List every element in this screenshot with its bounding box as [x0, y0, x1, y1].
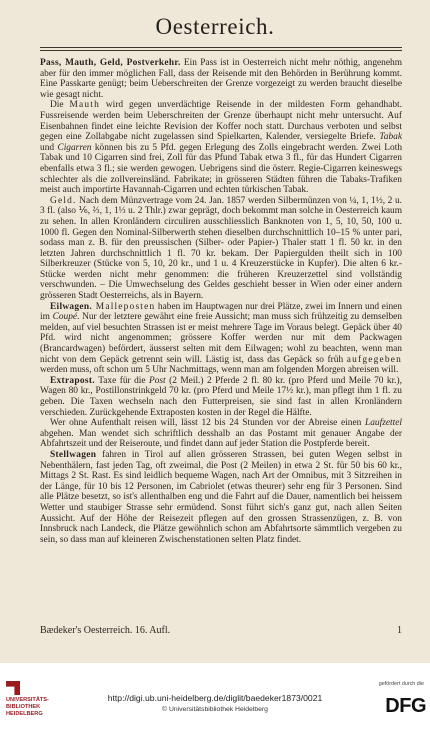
paragraph-pass: [40, 58, 402, 100]
text-laufzettel-2: abgehen. Man wendet sich schriftlich desshalb an das Postamt mit genauer Angabe der Abfahrtszeit und der Reiseroute, und findet dann auf jeder Station die Postpferde bereit.: [40, 428, 402, 450]
footer-signature: 1: [397, 625, 402, 636]
term-tabak: Tabak: [379, 132, 402, 143]
permalink-url[interactable]: http://digi.ub.uni-heidelberg.de/diglit/baedeker1873/0021: [107, 693, 323, 703]
term-geld: Geld.: [50, 195, 77, 206]
page-title: Oesterreich.: [155, 14, 275, 39]
title-rule-top: [40, 47, 402, 48]
dfg-logo: DFG: [385, 695, 426, 717]
text-extrapost-1: Taxe für die: [94, 375, 149, 386]
text-extrapost-2: (2 Meil.) 2 Pferde 2 fl. 80 kr. (pro Pferd und Meile 70 kr.), Wagen 80 kr., Postillonstrinkgeld 70 kr. (pro Pferd und Meile 17½ kr.), man pflegt ihm 1 fl. zu geben. Die Taxen wechseln nach den Futterpreisen, sie sind fast in allen Kronländern verschieden. Zurückgehende Extraposten kosten in der Regel die Hälfte.: [40, 375, 402, 418]
paragraph-stellwagen: [40, 450, 402, 545]
lead-stellwagen: Stellwagen: [50, 449, 97, 460]
term-coupe: Coupé: [52, 312, 78, 323]
copyright-notice: © Universitätsbibliothek Heidelberg: [162, 706, 268, 713]
paragraph-mauth: [40, 100, 402, 195]
library-logo-text: UNIVERSITÄTS-BIBLIOTHEK HEIDELBERG: [6, 697, 49, 717]
text-mauth-1: Die: [50, 100, 70, 111]
body-text: [40, 58, 402, 545]
term-post: Post: [148, 375, 166, 386]
funding-note: gefördert durch die: [378, 681, 424, 687]
term-mauth: Mauth: [69, 100, 100, 111]
paragraph-laufzettel: [40, 418, 402, 450]
term-laufzettel: Laufzettel: [365, 418, 402, 429]
text-eilwagen-2: . Nur der letztere gewährt eine freie Aussicht; man muss sich frühzeitig zu demselben melden, auf viel besuchten Strassen ist er meist mehrere Tage im Voraus belegt. Gepäck über 40 Pfd. wird nicht angenommen; grössere Koffer werden nur mit dem Packwagen (Brancardwagen) befördert, äusserst selten mit dem Eilwagen; wohl zu beachten, wenn man nicht von dem Gepäck getrennt sein will. Lästig ist, dass das Gepäck so früh: [40, 312, 402, 365]
paragraph-extrapost: [40, 376, 402, 418]
text-laufzettel-1: Wer ohne Aufenthalt reisen will, lässt 12 bis 24 Stunden vor der Abreise einen: [50, 418, 366, 429]
term-aufgegeben: aufgegeben: [346, 354, 402, 365]
page-footer: [40, 625, 402, 637]
footer-book-title: Bædeker's Oesterreich. 16. Aufl.: [40, 625, 171, 636]
lead-eilwagen: Eilwagen.: [50, 301, 93, 312]
library-logo: [6, 681, 76, 718]
text-mauth-2: wird gegen unverdächtige Reisende in der mildesten Form gehandhabt. Fussreisende werden beim Ueberschreiten der Grenze überhaupt nicht mehr untersucht. Auf Eisenbahnen findet eine leichte Revision der Koffer noch statt. Durchaus verboten und selbst gegen eine Zollabgabe nicht zugelassen sind Spielkarten, Kalender, versiegelte Briefe.: [40, 100, 402, 143]
lead-pass: Pass, Mauth, Geld, Postverkehr.: [40, 58, 181, 68]
text-mauth-4: können bis zu 5 Pfd. gegen Erlegung des Zolls eingebracht werden. Zwei Loth Tabak und 10 Cigarren sind frei, Zoll für das Pfund Tabak etwa 3 fl., für das Hundert Cigarren ebenfalls etwa 3 fl.; sie werden gewogen. Uebrigens sind die österr. Regie-Cigarren keineswegs schlechter als die zollvereinsländ. Fabrikate; in grösseren Städten führen die Tabaks-Trafiken meist auch importirte Havannah-Cigarren und echten türkischen Tabak.: [40, 142, 403, 196]
paragraph-geld: [40, 196, 402, 302]
library-logo-icon: [6, 681, 20, 695]
text-pass: Ein Pass ist in Oesterreich nicht mehr nöthig, angenehm aber für den immer möglichen Fall, dass der Reisende mit den Behörden in Berührung kommt. Eine Passkarte genügt; beim Ueberschreiten der Grenze vorgezeigt zu werden braucht dieselbe wie gesagt nicht.: [40, 58, 402, 100]
lead-extrapost: Extrapost.: [50, 375, 95, 386]
title-rule-bottom: [40, 50, 402, 51]
paragraph-eilwagen: [40, 302, 402, 376]
text-mauth-3: und: [40, 142, 58, 153]
text-stellwagen: fahren in Tirol auf allen grösseren Strassen, bei guten Wegen selbst in Nebenthälern, fast jeden Tag, oft zweimal, die Post (2 Meilen) in etwa 2 St. für 50 bis 60 kr., Mittags 2 St. Rast. Es sind leidlich bequeme Wagen, nach Art der Omnibus, mit 3 Sitzreihen in der Länge, für 10 bis 12 Personen, im Cabriolet (etwas theurer) sehr eng für 3 Personen. Sind alle Plätze besetzt, so ist's allenthalben eng und die Fahrt auf die Dauer, namentlich bei heissem Wetter und staubiger Strasse sehr ermüdend. Sonst führt sich's ganz gut, nach allen Seiten Aussicht. Auf der Höhe der Reisezeit pflegen auf den grossen Strassenzügen, z. B. von Innsbruck nach Landeck, die Plätze gewöhnlich schon am Abfahrtsorte sämmtlich vergeben zu sein, so dass man auf kleineren Zwischenstationen selten Platz findet.: [40, 449, 402, 545]
text-eilwagen-3: werden muss, oft schon um 5 Uhr Nachmittags, wenn man am folgenden Morgen abreisen will.: [40, 365, 399, 376]
term-cigarren: Cigarren: [57, 142, 92, 153]
term-malleposten: Malleposten: [92, 301, 156, 312]
text-geld: Nach dem Münzvertrage vom 24. Jan. 1857 werden Silbermünzen von ¼, 1, 1½, 2 u. 3 fl. (also ⅙, ⅔, 1, 1⅓ u. 2 Thlr.) zwar geprägt, doch bekommt man solche in Oesterreich kaum zu sehen. In allen Kronländern circuliren ausschliesslich Banknoten von 1, 5, 10, 50, 100 u. 1000 fl. Gegen den Nominal-Silberwerth stehen dieselben durchschnittlich 10–15 % unter pari, sodass man z. B. für den preussischen (Silber- oder Papier-) Thaler statt 1 fl. 50 kr. in den letzten Jahren durchschnittlich 1 fl. 70 kr. bekam. Der Papiergulden theilt sich in 100 Silberkreuzer (Stücke von 5, 10, 20 kr., und 1 u. 4 Kreuzerstücke in Kupfer). Die alten 6 kr.-Stücke werden nicht mehr genommen: die früheren Kreuzerzettel sind vollständig verschwunden. – Die Umwechselung des Geldes geschieht besser in Wien oder einer andern grösseren Stadt Oesterreichs, als in Bayern.: [40, 195, 402, 302]
text-eilwagen-1: haben im Hauptwagen nur drei Plätze, zwei im Innern und einen im: [40, 301, 402, 323]
